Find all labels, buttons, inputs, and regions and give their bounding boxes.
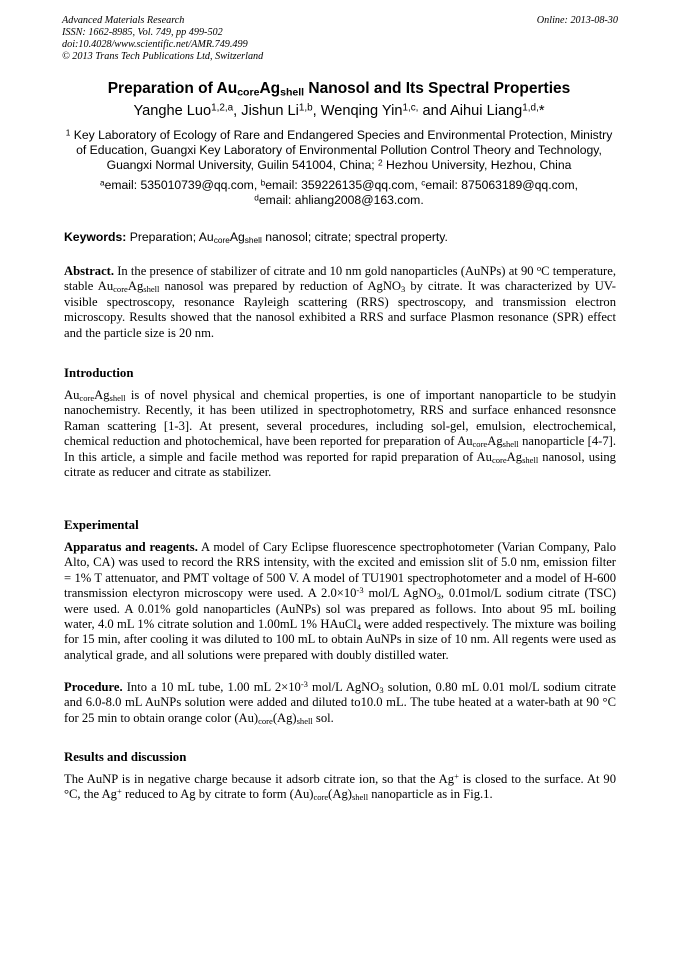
journal-copyright: © 2013 Trans Tech Publications Ltd, Switzerland bbox=[62, 51, 264, 62]
journal-header bbox=[62, 15, 382, 63]
procedure-label: Procedure. bbox=[64, 680, 123, 694]
apparatus-label: Apparatus and reagents. bbox=[64, 540, 198, 554]
keywords-label: Keywords: bbox=[64, 230, 127, 244]
results-paragraph: The AuNP is in negative charge because it adsorb citrate ion, so that the Ag+ is closed to the surface. At 90 °C, the Ag+ reduced to Ag by citrate to form $(Au)_{core}(Ag)_{shell}$ nanoparticle as in Fig.1. bbox=[64, 771, 616, 803]
journal-issn: ISSN: 1662-8985, Vol. 749, pp 499-502 bbox=[62, 27, 223, 38]
email-link[interactable]: email: 359226135@qq.com, bbox=[265, 178, 422, 192]
email-link[interactable]: email: 535010739@qq.com, bbox=[104, 178, 261, 192]
email-link[interactable]: email: ahliang2008@163.com. bbox=[258, 193, 424, 207]
author-list: Yanghe Luo$^{1,2,a}$, Jishun Li$^{1,b}$, Wenqing Yin$^{1,c,}$ and Aihui Liang$^{1,d,}$* bbox=[133, 102, 545, 119]
paper-title: Preparation of $Au_{core}Ag_{shell}$ Nanosol and Its Spectral Properties bbox=[107, 80, 571, 99]
affiliations: $^1$ Key Laboratory of Ecology of Rare and Endangered Species and Environmental Protection, Ministry of Education, Guangxi Key Laboratory of Environmental Pollution Control Theory and Technology, Guangxi Normal University, Guilin 541004, China; $^2$ Hezhou University, Hezhou, China bbox=[65, 127, 613, 172]
author-name: Yanghe Luo bbox=[133, 103, 212, 119]
section-heading-introduction: Introduction bbox=[64, 366, 134, 380]
journal-doi: doi:10.4028/www.scientific.net/AMR.749.499 bbox=[62, 39, 248, 50]
apparatus-paragraph: Apparatus and reagents. A model of Cary Eclipse fluorescence spectrophotometer (Varian Company, Palo Alto, CA) was used to record the RRS intensity, with the excited and emission slit of 5.0 nm, emission filter = 1% T attenuator, and PMT voltage of 500 V. A model of TU1901 spectrophotometer and a model of H-600 transmission electyron microscopy were used. A $2.0\times 10^{-3}$ mol/L AgNO$_3$, 0.01mol/L sodium citrate (TSC) were used. A 0.01% gold nanoparticles (AuNPs) sol was prepared as follows. Into about 95 mL boiling water, 4.0 mL 1% citrate solution and 1.00mL 1% HAuCl$_4$ were added respectively. The mixture was boiling for 15 min, after cooling it was diluted to 100 mL to obtain AuNPs in size of 10 nm. All regents were used as analytical grade, and all solutions were prepared with doubly distilled water. bbox=[64, 540, 616, 662]
section-heading-experimental: Experimental bbox=[64, 518, 139, 532]
procedure-paragraph: Procedure. Into a 10 mL tube, 1.00 mL $2\times 10^{-3}$ mol/L AgNO$_3$ solution, 0.80 mL 0.01 mol/L sodium citrate and 6.0-8.0 mL AuNPs solution were added and diluted to10.0 mL. The tube heated at a water-bath at 90 °C for 25 min to obtain orange color $(Au)_{core}(Ag)_{shell}$ sol. bbox=[64, 679, 617, 726]
keywords: Keywords: Preparation; $Au_{core}Ag_{shell}$ nanosol; citrate; spectral property. bbox=[64, 230, 448, 246]
online-date: Online: 2013-08-30 bbox=[536, 15, 618, 26]
author-emails: $^a$email: 535010739@qq.com, $^b$email: 359226135@qq.com, $^c$email: 875063189@qq.com, $^d$email: ahliang2008@163.com. bbox=[99, 177, 578, 207]
author-name: Jishun Li bbox=[241, 103, 299, 119]
email-link[interactable]: email: 875063189@qq.com, bbox=[425, 178, 578, 192]
journal-name: Advanced Materials Research bbox=[62, 15, 185, 26]
section-heading-results: Results and discussion bbox=[64, 750, 187, 764]
abstract-paragraph: Abstract. In the presence of stabilizer of citrate and 10 nm gold nanoparticles (AuNPs) at 90 $^o$C temperature, stable $Au_{core}Ag_{shell}$ nanosol was prepared by reduction of AgNO$_3$ by citrate. It was characterized by UV-visible spectroscopy, resonance Rayleigh scattering (RRS) spectroscopy, and transmission electron microscopy. Results showed that the nanosol exhibited a RRS and surface Plasmon resonance (SPR) effect and the particle size is 20 nm. bbox=[64, 263, 616, 340]
author-name: Aihui Liang bbox=[450, 103, 523, 119]
introduction-paragraph: $Au_{core}Ag_{shell}$ is of novel physical and chemical properties, is one of important nanoparticle to be studyin nanochemistry. Recently, it has been utilized in spectrophotometry, RRS and surface enhanced resonsnce Raman scattering [1-3]. At present, several procedures, including sol-gel, emulsion, electrochemical, chemical reduction and photochemical, have been reported for preparation of $Au_{core}Ag_{shell}$ nanoparticle [4-7]. In this article, a simple and facile method was reported for rapid preparation of $Au_{core}Ag_{shell}$ nanosol, using citrate as reducer and citrate as stabilizer. bbox=[64, 388, 617, 480]
author-name: Wenqing Yin bbox=[320, 103, 403, 119]
abstract-label: Abstract. bbox=[64, 264, 115, 278]
